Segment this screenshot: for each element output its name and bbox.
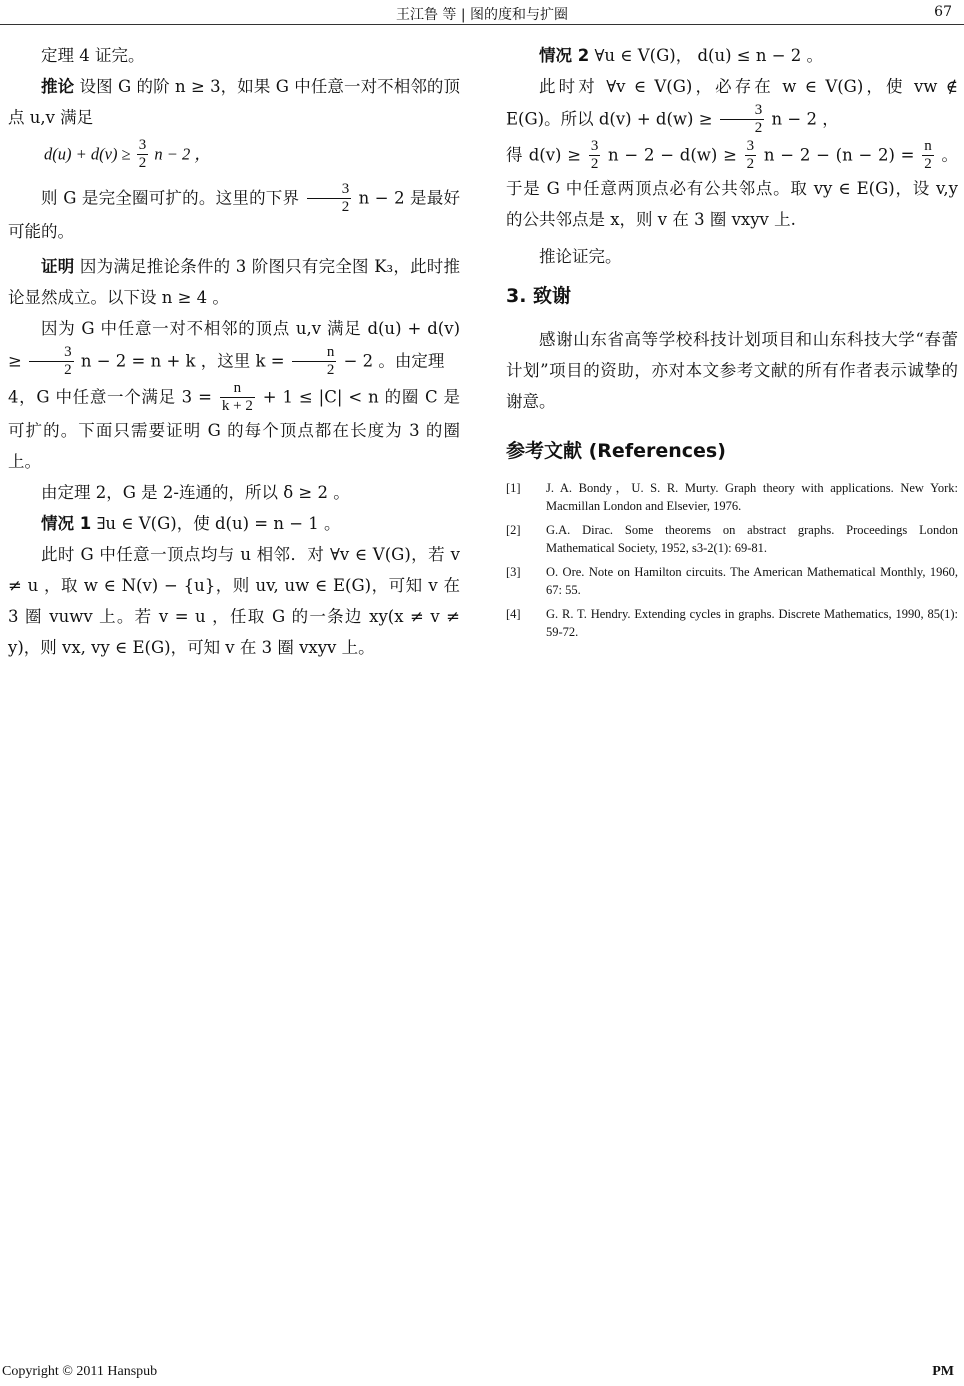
case1-text: ∃u ∈ V(G)，使 d(u) = n − 1 。 bbox=[91, 514, 341, 533]
fraction: $\frac{3}{2}$ bbox=[29, 344, 74, 380]
corollary-conclusion: 则 G 是完全圈可扩的。这里的下界 $\frac{3}{2}$ n − 2 是最好可能的。 bbox=[8, 180, 460, 241]
fraction: $\frac{3}{2}$ bbox=[720, 102, 765, 138]
proof-paragraph-2: 因为 G 中任意一对不相邻的顶点 u,v 满足 d(u) + d(v) ≥ $\frac{3}{2}$ n − 2 = n + k ，这里 k = $\frac{n}{2}$ − 2 。由定理 bbox=[8, 319, 461, 379]
theorem4-end: 定理 4 证完。 bbox=[41, 46, 145, 65]
case1-body: 此时 G 中任意一顶点均与 u 相邻．对 ∀v ∈ V(G)，若 v ≠ u ，取 w ∈ N(v) − {u}，则 uv, uw ∈ E(G)，可知 v 在 3 圈 vuwv 上。若 v = u ，任取 G 的一条边 xy(x ≠ v ≠ y)，则 vx, vy ∈ E(G)，可知 v 在 3 圈 vxyv 上。 bbox=[8, 545, 460, 657]
corollary-end: 推论证完。 bbox=[539, 247, 622, 266]
case2-heading bbox=[506, 40, 958, 71]
right-column bbox=[506, 40, 958, 647]
proof-label: 证明 bbox=[41, 257, 75, 276]
reference-item bbox=[506, 563, 958, 599]
reference-text: G. R. T. Hendry. Extending cycles in graphs. Discrete Mathematics, 1990, 85(1): 59-72. bbox=[546, 607, 958, 639]
reference-item bbox=[506, 521, 958, 557]
case1-heading bbox=[8, 508, 460, 539]
case2-derivation: 得 d(v) ≥ $\frac{3}{2}$ n − 2 − d(w) ≥ $\frac{3}{2}$ n − 2 − (n − 2) = $\frac{n}{2}$ 。于是 G 中任意两顶点必有公共邻点。取 vy ∈ E(G)，设 v,y 的公共邻点是 x，则 v 在 3 圈 vxyv 上. bbox=[506, 137, 958, 229]
page-number: 67 bbox=[934, 4, 952, 20]
ineq-rhs: n − 2 ， bbox=[150, 144, 211, 164]
reference-number: [1] bbox=[506, 481, 521, 495]
proof-text: 因为满足推论条件的 3 阶图只有完全图 K₃，此时推论显然成立。以下设 n ≥ 4 。 bbox=[8, 257, 461, 307]
fraction: $\frac{n}{k + 2}$ bbox=[221, 379, 253, 414]
fraction: $\frac{n}{2}$ bbox=[924, 137, 932, 172]
corollary-text: 设图 G 的阶 n ≥ 3，如果 G 中任意一对不相邻的顶点 u,v 满足 bbox=[8, 77, 460, 127]
case2-text: ∀u ∈ V(G)， d(u) ≤ n − 2 。 bbox=[589, 46, 824, 65]
corollary-label: 推论 bbox=[41, 77, 75, 96]
ineq-lhs: d(u) + d(v) ≥ bbox=[44, 144, 135, 164]
fraction: $\frac{3}{2}$ bbox=[138, 137, 147, 172]
acknowledgement: 感谢山东省高等学校科技计划项目和山东科技大学“春蕾计划”项目的资助，亦对本文参考文献的所有作者表示诚挚的谢意。 bbox=[506, 330, 958, 411]
fraction: $\frac{3}{2}$ bbox=[307, 181, 352, 217]
reference-text: G.A. Dirac. Some theorems on abstract graphs. Proceedings London Mathematical Society, 1952, s3-2(1): 69-81. bbox=[546, 523, 958, 555]
reference-text: J. A. Bondy，U. S. R. Murty. Graph theory with applications. New York: Macmillan London and Elsevier, 1976. bbox=[546, 481, 958, 513]
reference-item bbox=[506, 479, 958, 515]
header-rule bbox=[0, 24, 964, 25]
fraction: $\frac{n}{2}$ bbox=[292, 344, 337, 380]
reference-number: [4] bbox=[506, 607, 521, 621]
reference-text: O. Ore. Note on Hamilton circuits. The American Mathematical Monthly, 1960, 67: 55. bbox=[546, 565, 958, 597]
references-heading: 参考文献 (References) bbox=[506, 440, 726, 462]
running-title: 王江鲁 等 | 图的度和与扩圈 bbox=[395, 7, 569, 23]
case2-body: 此时对 ∀v ∈ V(G)，必存在 w ∈ V(G)，使 vw ∉ E(G)。所以 d(v) + d(w) ≥ $\frac{3}{2}$ n − 2 ， bbox=[506, 77, 958, 137]
reference-number: [3] bbox=[506, 565, 521, 579]
case2-label: 情况 2 bbox=[539, 46, 590, 65]
page-header bbox=[0, 0, 964, 26]
corollary-statement bbox=[8, 71, 460, 133]
corollary-inequality bbox=[8, 137, 460, 173]
section-heading-ack: 3. 致谢 bbox=[506, 285, 572, 307]
reference-item bbox=[506, 605, 958, 641]
left-column bbox=[8, 40, 460, 663]
proof-paragraph-3: 4，G 中任意一个满足 3 = $\frac{n}{k + 2}$ + 1 ≤ |C| < n 的圈 C 是可扩的。下面只需要证明 G 的每个顶点都在长度为 3 的圈上。 bbox=[8, 379, 461, 471]
reference-list bbox=[506, 479, 958, 641]
fraction: $\frac{3}{2}$ bbox=[590, 137, 599, 172]
proof-paragraph-4: 由定理 2，G 是 2-连通的，所以 δ ≥ 2 。 bbox=[41, 483, 350, 502]
reference-number: [2] bbox=[506, 523, 521, 537]
journal-abbrev: PM bbox=[932, 1364, 954, 1379]
case1-label: 情况 1 bbox=[41, 514, 92, 533]
copyright-notice: Copyright © 2011 Hanspub bbox=[2, 1364, 158, 1379]
fraction: $\frac{3}{2}$ bbox=[746, 137, 755, 172]
proof-paragraph bbox=[8, 251, 460, 313]
